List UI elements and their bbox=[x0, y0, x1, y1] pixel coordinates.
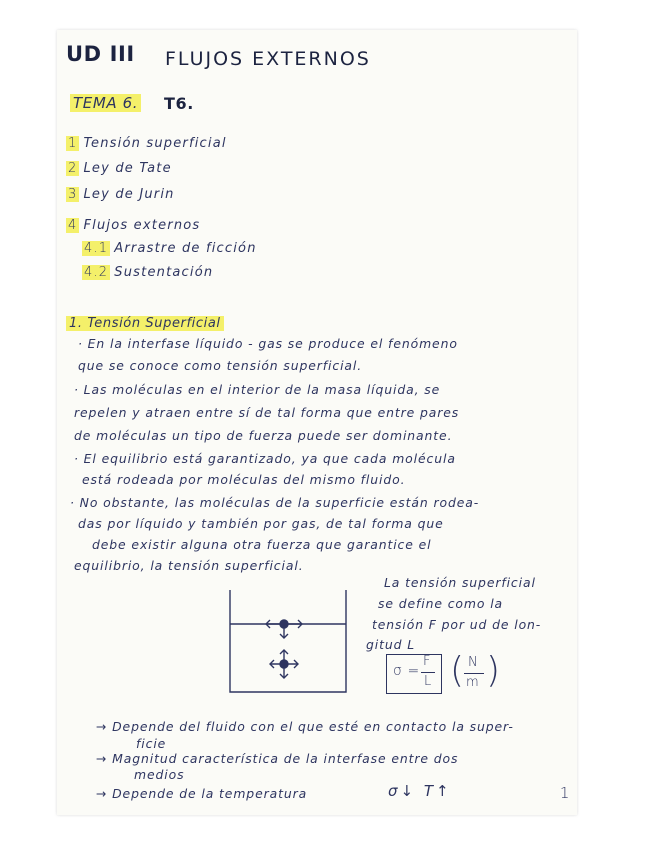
toc-number: 2 bbox=[68, 161, 78, 176]
paragraph-line: · Las moléculas en el interior de la masa líquida, se bbox=[74, 382, 441, 397]
toc-label: Ley de Tate bbox=[83, 161, 172, 176]
section-heading-text: 1. Tensión Superficial bbox=[66, 316, 224, 331]
page-number: 1 bbox=[559, 784, 570, 802]
paragraph-line: · El equilibrio está garantizado, ya que cada molécula bbox=[74, 451, 456, 466]
paragraph-line: debe existir alguna otra fuerza que garantice el bbox=[92, 537, 432, 552]
bullet-line: → Magnitud característica de la interfase entre dos bbox=[96, 751, 459, 766]
toc-subitem bbox=[82, 241, 257, 256]
definition-line: se define como la bbox=[378, 596, 504, 611]
toc-number: 1 bbox=[68, 136, 78, 151]
toc-number: 3 bbox=[68, 187, 78, 202]
formula-denominator: L bbox=[424, 674, 432, 689]
container-outline bbox=[230, 590, 346, 692]
paragraph-line: está rodeada por moléculas del mismo fluido. bbox=[82, 472, 406, 487]
unit-fraction-bar bbox=[464, 673, 484, 674]
tema-code: T6. bbox=[164, 94, 194, 113]
paragraph-line: · No obstante, las moléculas de la superficie están rodea- bbox=[70, 495, 480, 510]
temperature-relation: σ↓ T↑ bbox=[388, 782, 452, 800]
toc-label: Ley de Jurin bbox=[83, 187, 175, 202]
paragraph-line: equilibrio, la tensión superficial. bbox=[74, 558, 304, 573]
bullet-line: → Depende del fluido con el que esté en contacto la super- bbox=[96, 719, 514, 734]
tema-highlight: TEMA 6. bbox=[70, 94, 141, 112]
definition-line: gitud L bbox=[366, 637, 416, 652]
fraction-bar bbox=[421, 672, 435, 673]
unit-numerator: N bbox=[468, 655, 479, 670]
toc-label: Arrastre de ficción bbox=[114, 241, 257, 256]
toc-item bbox=[66, 161, 172, 176]
paragraph-line: de moléculas un tipo de fuerza puede ser dominante. bbox=[74, 428, 453, 443]
container-diagram bbox=[228, 588, 348, 696]
toc-item bbox=[66, 136, 227, 151]
unit-denominator: m bbox=[466, 675, 480, 690]
definition-line: La tensión superficial bbox=[384, 575, 536, 590]
paren-left: ( bbox=[450, 650, 465, 691]
toc-label: Tensión superficial bbox=[83, 136, 227, 151]
paren-right: ) bbox=[486, 650, 501, 691]
toc-item bbox=[66, 218, 200, 233]
definition-line: tensión F por ud de lon- bbox=[372, 617, 542, 632]
toc-number: 4.2 bbox=[84, 265, 109, 280]
toc-item bbox=[66, 187, 175, 202]
bullet-line: ficie bbox=[136, 736, 167, 751]
bullet-line: medios bbox=[134, 767, 185, 782]
paragraph-line: repelen y atraen entre sí de tal forma que entre pares bbox=[74, 405, 460, 420]
toc-label: Sustentación bbox=[114, 265, 214, 280]
tema-label bbox=[70, 94, 141, 112]
unit-label: UD III bbox=[66, 42, 135, 66]
toc-label: Flujos externos bbox=[83, 218, 201, 233]
bullet-line: → Depende de la temperatura bbox=[96, 786, 308, 801]
toc-number: 4 bbox=[68, 218, 78, 233]
paragraph-line: que se conoce como tensión superficial. bbox=[78, 358, 363, 373]
page-title: FLUJOS EXTERNOS bbox=[165, 48, 371, 70]
toc-subitem bbox=[82, 265, 213, 280]
paragraph-line: · En la interfase líquido - gas se produce el fenómeno bbox=[78, 336, 458, 351]
section-heading bbox=[66, 316, 224, 331]
formula-numerator: F bbox=[423, 654, 432, 669]
toc-number: 4.1 bbox=[84, 241, 109, 256]
formula-lhs: σ = bbox=[393, 663, 420, 679]
paragraph-line: das por líquido y también por gas, de tal forma que bbox=[78, 516, 444, 531]
